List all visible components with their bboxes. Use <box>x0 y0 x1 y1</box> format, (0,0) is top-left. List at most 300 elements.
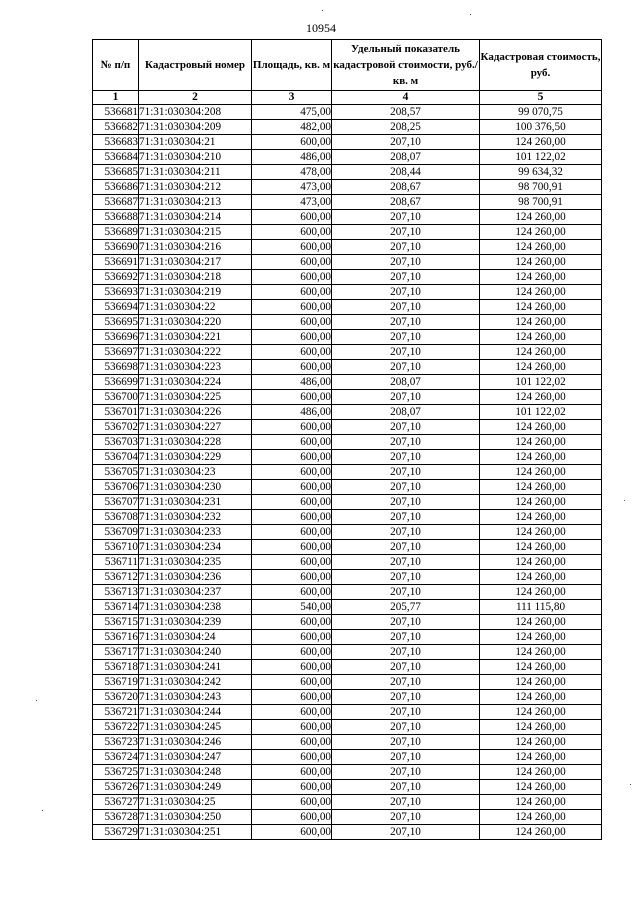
cadastral-number-cell: 71:31:030304:234 <box>139 540 252 555</box>
cadastral-value-table <box>92 39 602 840</box>
row-number-cell: 536706 <box>93 480 139 495</box>
row-number-cell: 536714 <box>93 600 139 615</box>
cadastral-cost-cell: 124 260,00 <box>480 660 602 675</box>
table-header-row <box>93 40 602 91</box>
cadastral-cost-cell: 99 070,75 <box>480 105 602 120</box>
cadastral-cost-cell: 98 700,91 <box>480 195 602 210</box>
unit-value-cell: 207,10 <box>332 495 480 510</box>
area-cell: 600,00 <box>252 465 332 480</box>
row-number-cell: 536693 <box>93 285 139 300</box>
table-row <box>93 735 602 750</box>
area-cell: 486,00 <box>252 405 332 420</box>
cadastral-cost-cell: 124 260,00 <box>480 810 602 825</box>
table-row <box>93 660 602 675</box>
unit-value-cell: 207,10 <box>332 285 480 300</box>
table-row <box>93 165 602 180</box>
area-cell: 600,00 <box>252 615 332 630</box>
table-row <box>93 210 602 225</box>
row-number-cell: 536687 <box>93 195 139 210</box>
column-number-row <box>93 91 602 105</box>
area-cell: 486,00 <box>252 375 332 390</box>
table-row <box>93 450 602 465</box>
area-cell: 600,00 <box>252 525 332 540</box>
row-number-cell: 536684 <box>93 150 139 165</box>
table-row <box>93 105 602 120</box>
table-row <box>93 315 602 330</box>
row-number-cell: 536691 <box>93 255 139 270</box>
area-cell: 600,00 <box>252 540 332 555</box>
cadastral-number-cell: 71:31:030304:245 <box>139 720 252 735</box>
table-row <box>93 645 602 660</box>
scan-speck <box>470 14 471 15</box>
row-number-cell: 536703 <box>93 435 139 450</box>
area-cell: 600,00 <box>252 300 332 315</box>
table-row <box>93 600 602 615</box>
cadastral-number-cell: 71:31:030304:210 <box>139 150 252 165</box>
row-number-cell: 536729 <box>93 825 139 840</box>
cadastral-number-cell: 71:31:030304:216 <box>139 240 252 255</box>
unit-value-cell: 207,10 <box>332 555 480 570</box>
unit-value-cell: 207,10 <box>332 330 480 345</box>
cadastral-cost-cell: 101 122,02 <box>480 405 602 420</box>
cadastral-cost-cell: 99 634,32 <box>480 165 602 180</box>
cadastral-number-cell: 71:31:030304:248 <box>139 765 252 780</box>
row-number-cell: 536699 <box>93 375 139 390</box>
cadastral-number-cell: 71:31:030304:242 <box>139 675 252 690</box>
table-row <box>93 525 602 540</box>
table-row <box>93 585 602 600</box>
area-cell: 600,00 <box>252 765 332 780</box>
unit-value-cell: 208,67 <box>332 180 480 195</box>
unit-value-cell: 207,10 <box>332 480 480 495</box>
cadastral-number-cell: 71:31:030304:247 <box>139 750 252 765</box>
table-row <box>93 225 602 240</box>
cadastral-number-cell: 71:31:030304:215 <box>139 225 252 240</box>
cadastral-number-cell: 71:31:030304:223 <box>139 360 252 375</box>
table-row <box>93 180 602 195</box>
cadastral-cost-cell: 124 260,00 <box>480 270 602 285</box>
unit-value-cell: 207,10 <box>332 570 480 585</box>
cadastral-number-cell: 71:31:030304:214 <box>139 210 252 225</box>
row-number-cell: 536712 <box>93 570 139 585</box>
table-row <box>93 825 602 840</box>
cadastral-cost-cell: 124 260,00 <box>480 705 602 720</box>
cadastral-number-cell: 71:31:030304:237 <box>139 585 252 600</box>
unit-value-cell: 207,10 <box>332 225 480 240</box>
header-unit-value: Удельный показатель кадастровой стоимости, руб./кв. м <box>332 40 480 91</box>
cadastral-cost-cell: 124 260,00 <box>480 510 602 525</box>
cadastral-number-cell: 71:31:030304:225 <box>139 390 252 405</box>
area-cell: 600,00 <box>252 705 332 720</box>
row-number-cell: 536700 <box>93 390 139 405</box>
table-row <box>93 615 602 630</box>
area-cell: 600,00 <box>252 660 332 675</box>
row-number-cell: 536688 <box>93 210 139 225</box>
column-number: 2 <box>139 91 252 105</box>
area-cell: 600,00 <box>252 630 332 645</box>
row-number-cell: 536695 <box>93 315 139 330</box>
area-cell: 600,00 <box>252 240 332 255</box>
row-number-cell: 536724 <box>93 750 139 765</box>
header-cadastral-cost: Кадастровая стоимость, руб. <box>480 40 602 91</box>
row-number-cell: 536685 <box>93 165 139 180</box>
cadastral-cost-cell: 101 122,02 <box>480 375 602 390</box>
unit-value-cell: 208,07 <box>332 150 480 165</box>
cadastral-number-cell: 71:31:030304:227 <box>139 420 252 435</box>
cadastral-number-cell: 71:31:030304:244 <box>139 705 252 720</box>
table-row <box>93 405 602 420</box>
cadastral-cost-cell: 124 260,00 <box>480 240 602 255</box>
cadastral-cost-cell: 124 260,00 <box>480 825 602 840</box>
unit-value-cell: 207,10 <box>332 690 480 705</box>
table-row <box>93 375 602 390</box>
unit-value-cell: 207,10 <box>332 360 480 375</box>
cadastral-cost-cell: 101 122,02 <box>480 150 602 165</box>
cadastral-number-cell: 71:31:030304:241 <box>139 660 252 675</box>
page-number: 10954 <box>306 21 336 35</box>
row-number-cell: 536722 <box>93 720 139 735</box>
cadastral-cost-cell: 124 260,00 <box>480 495 602 510</box>
row-number-cell: 536686 <box>93 180 139 195</box>
row-number-cell: 536720 <box>93 690 139 705</box>
table-row <box>93 300 602 315</box>
row-number-cell: 536721 <box>93 705 139 720</box>
table-row <box>93 360 602 375</box>
table-row <box>93 465 602 480</box>
cadastral-cost-cell: 124 260,00 <box>480 795 602 810</box>
cadastral-number-cell: 71:31:030304:208 <box>139 105 252 120</box>
row-number-cell: 536705 <box>93 465 139 480</box>
area-cell: 475,00 <box>252 105 332 120</box>
unit-value-cell: 207,10 <box>332 735 480 750</box>
cadastral-number-cell: 71:31:030304:22 <box>139 300 252 315</box>
cadastral-number-cell: 71:31:030304:220 <box>139 315 252 330</box>
cadastral-cost-cell: 124 260,00 <box>480 210 602 225</box>
unit-value-cell: 207,10 <box>332 525 480 540</box>
cadastral-cost-cell: 124 260,00 <box>480 720 602 735</box>
cadastral-cost-cell: 124 260,00 <box>480 255 602 270</box>
row-number-cell: 536689 <box>93 225 139 240</box>
area-cell: 600,00 <box>252 735 332 750</box>
cadastral-number-cell: 71:31:030304:238 <box>139 600 252 615</box>
cadastral-cost-cell: 124 260,00 <box>480 570 602 585</box>
cadastral-number-cell: 71:31:030304:212 <box>139 180 252 195</box>
unit-value-cell: 207,10 <box>332 675 480 690</box>
unit-value-cell: 207,10 <box>332 660 480 675</box>
unit-value-cell: 207,10 <box>332 435 480 450</box>
row-number-cell: 536723 <box>93 735 139 750</box>
cadastral-cost-cell: 124 260,00 <box>480 780 602 795</box>
table-row <box>93 255 602 270</box>
row-number-cell: 536681 <box>93 105 139 120</box>
table-row <box>93 345 602 360</box>
cadastral-number-cell: 71:31:030304:240 <box>139 645 252 660</box>
table-row <box>93 795 602 810</box>
area-cell: 600,00 <box>252 690 332 705</box>
scan-speck <box>322 10 323 11</box>
cadastral-cost-cell: 124 260,00 <box>480 135 602 150</box>
unit-value-cell: 207,10 <box>332 465 480 480</box>
row-number-cell: 536717 <box>93 645 139 660</box>
row-number-cell: 536707 <box>93 495 139 510</box>
unit-value-cell: 207,10 <box>332 255 480 270</box>
row-number-cell: 536725 <box>93 765 139 780</box>
area-cell: 600,00 <box>252 780 332 795</box>
area-cell: 600,00 <box>252 450 332 465</box>
table-row <box>93 780 602 795</box>
area-cell: 600,00 <box>252 255 332 270</box>
area-cell: 600,00 <box>252 570 332 585</box>
unit-value-cell: 207,10 <box>332 615 480 630</box>
cadastral-number-cell: 71:31:030304:233 <box>139 525 252 540</box>
cadastral-number-cell: 71:31:030304:21 <box>139 135 252 150</box>
cadastral-cost-cell: 124 260,00 <box>480 315 602 330</box>
table-row <box>93 540 602 555</box>
unit-value-cell: 207,10 <box>332 390 480 405</box>
area-cell: 478,00 <box>252 165 332 180</box>
unit-value-cell: 207,10 <box>332 210 480 225</box>
unit-value-cell: 205,77 <box>332 600 480 615</box>
unit-value-cell: 208,67 <box>332 195 480 210</box>
table-row <box>93 690 602 705</box>
area-cell: 600,00 <box>252 435 332 450</box>
table-row <box>93 495 602 510</box>
area-cell: 600,00 <box>252 345 332 360</box>
column-number: 1 <box>93 91 139 105</box>
cadastral-cost-cell: 124 260,00 <box>480 465 602 480</box>
unit-value-cell: 207,10 <box>332 135 480 150</box>
row-number-cell: 536683 <box>93 135 139 150</box>
cadastral-number-cell: 71:31:030304:209 <box>139 120 252 135</box>
cadastral-number-cell: 71:31:030304:25 <box>139 795 252 810</box>
cadastral-cost-cell: 124 260,00 <box>480 540 602 555</box>
cadastral-number-cell: 71:31:030304:219 <box>139 285 252 300</box>
area-cell: 600,00 <box>252 360 332 375</box>
cadastral-cost-cell: 124 260,00 <box>480 525 602 540</box>
area-cell: 600,00 <box>252 270 332 285</box>
table-row <box>93 510 602 525</box>
row-number-cell: 536697 <box>93 345 139 360</box>
area-cell: 600,00 <box>252 135 332 150</box>
row-number-cell: 536704 <box>93 450 139 465</box>
scan-speck <box>36 700 37 701</box>
table-row <box>93 420 602 435</box>
row-number-cell: 536728 <box>93 810 139 825</box>
scan-speck <box>630 784 631 785</box>
unit-value-cell: 207,10 <box>332 765 480 780</box>
row-number-cell: 536718 <box>93 660 139 675</box>
row-number-cell: 536709 <box>93 525 139 540</box>
cadastral-cost-cell: 124 260,00 <box>480 645 602 660</box>
cadastral-cost-cell: 124 260,00 <box>480 750 602 765</box>
header-row-number: № п/п <box>93 40 139 91</box>
unit-value-cell: 207,10 <box>332 810 480 825</box>
table-row <box>93 810 602 825</box>
unit-value-cell: 207,10 <box>332 450 480 465</box>
cadastral-number-cell: 71:31:030304:243 <box>139 690 252 705</box>
row-number-cell: 536694 <box>93 300 139 315</box>
table-row <box>93 270 602 285</box>
area-cell: 600,00 <box>252 510 332 525</box>
cadastral-cost-cell: 124 260,00 <box>480 420 602 435</box>
unit-value-cell: 207,10 <box>332 750 480 765</box>
cadastral-number-cell: 71:31:030304:228 <box>139 435 252 450</box>
area-cell: 600,00 <box>252 495 332 510</box>
cadastral-number-cell: 71:31:030304:217 <box>139 255 252 270</box>
cadastral-number-cell: 71:31:030304:221 <box>139 330 252 345</box>
area-cell: 600,00 <box>252 825 332 840</box>
area-cell: 600,00 <box>252 480 332 495</box>
table-row <box>93 330 602 345</box>
column-number: 5 <box>480 91 602 105</box>
table-row <box>93 555 602 570</box>
unit-value-cell: 207,10 <box>332 705 480 720</box>
area-cell: 473,00 <box>252 180 332 195</box>
cadastral-cost-cell: 124 260,00 <box>480 345 602 360</box>
area-cell: 600,00 <box>252 750 332 765</box>
area-cell: 540,00 <box>252 600 332 615</box>
cadastral-number-cell: 71:31:030304:229 <box>139 450 252 465</box>
scan-speck <box>42 810 43 811</box>
row-number-cell: 536682 <box>93 120 139 135</box>
cadastral-cost-cell: 124 260,00 <box>480 435 602 450</box>
cadastral-number-cell: 71:31:030304:230 <box>139 480 252 495</box>
unit-value-cell: 207,10 <box>332 795 480 810</box>
column-number: 4 <box>332 91 480 105</box>
unit-value-cell: 208,07 <box>332 375 480 390</box>
cadastral-cost-cell: 124 260,00 <box>480 300 602 315</box>
cadastral-cost-cell: 124 260,00 <box>480 360 602 375</box>
table-row <box>93 285 602 300</box>
unit-value-cell: 207,10 <box>332 630 480 645</box>
cadastral-number-cell: 71:31:030304:211 <box>139 165 252 180</box>
unit-value-cell: 207,10 <box>332 645 480 660</box>
cadastral-cost-cell: 124 260,00 <box>480 630 602 645</box>
table-row <box>93 390 602 405</box>
area-cell: 600,00 <box>252 645 332 660</box>
unit-value-cell: 207,10 <box>332 300 480 315</box>
cadastral-number-cell: 71:31:030304:226 <box>139 405 252 420</box>
table-row <box>93 150 602 165</box>
area-cell: 473,00 <box>252 195 332 210</box>
area-cell: 600,00 <box>252 210 332 225</box>
unit-value-cell: 207,10 <box>332 720 480 735</box>
unit-value-cell: 207,10 <box>332 315 480 330</box>
table-row <box>93 750 602 765</box>
area-cell: 600,00 <box>252 720 332 735</box>
cadastral-cost-cell: 124 260,00 <box>480 765 602 780</box>
cadastral-cost-cell: 124 260,00 <box>480 675 602 690</box>
cadastral-number-cell: 71:31:030304:246 <box>139 735 252 750</box>
cadastral-cost-cell: 124 260,00 <box>480 225 602 240</box>
table-body <box>93 105 602 840</box>
unit-value-cell: 208,07 <box>332 405 480 420</box>
row-number-cell: 536713 <box>93 585 139 600</box>
cadastral-number-cell: 71:31:030304:24 <box>139 630 252 645</box>
cadastral-cost-cell: 124 260,00 <box>480 615 602 630</box>
cadastral-cost-cell: 98 700,91 <box>480 180 602 195</box>
cadastral-number-cell: 71:31:030304:222 <box>139 345 252 360</box>
row-number-cell: 536727 <box>93 795 139 810</box>
unit-value-cell: 207,10 <box>332 510 480 525</box>
area-cell: 600,00 <box>252 390 332 405</box>
unit-value-cell: 207,10 <box>332 345 480 360</box>
table-row <box>93 765 602 780</box>
cadastral-cost-cell: 124 260,00 <box>480 735 602 750</box>
table-row <box>93 630 602 645</box>
header-cadastral-number: Кадастровый номер <box>139 40 252 91</box>
unit-value-cell: 207,10 <box>332 780 480 795</box>
area-cell: 600,00 <box>252 555 332 570</box>
cadastral-number-cell: 71:31:030304:239 <box>139 615 252 630</box>
cadastral-number-cell: 71:31:030304:224 <box>139 375 252 390</box>
unit-value-cell: 207,10 <box>332 240 480 255</box>
row-number-cell: 536702 <box>93 420 139 435</box>
area-cell: 600,00 <box>252 675 332 690</box>
cadastral-number-cell: 71:31:030304:235 <box>139 555 252 570</box>
cadastral-cost-cell: 124 260,00 <box>480 585 602 600</box>
table-row <box>93 570 602 585</box>
row-number-cell: 536701 <box>93 405 139 420</box>
column-number: 3 <box>252 91 332 105</box>
cadastral-number-cell: 71:31:030304:249 <box>139 780 252 795</box>
cadastral-number-cell: 71:31:030304:251 <box>139 825 252 840</box>
area-cell: 600,00 <box>252 225 332 240</box>
cadastral-cost-cell: 124 260,00 <box>480 390 602 405</box>
cadastral-number-cell: 71:31:030304:231 <box>139 495 252 510</box>
row-number-cell: 536698 <box>93 360 139 375</box>
area-cell: 600,00 <box>252 285 332 300</box>
cadastral-cost-cell: 124 260,00 <box>480 330 602 345</box>
unit-value-cell: 208,44 <box>332 165 480 180</box>
row-number-cell: 536710 <box>93 540 139 555</box>
unit-value-cell: 207,10 <box>332 270 480 285</box>
unit-value-cell: 207,10 <box>332 585 480 600</box>
cadastral-cost-cell: 124 260,00 <box>480 450 602 465</box>
cadastral-number-cell: 71:31:030304:218 <box>139 270 252 285</box>
unit-value-cell: 207,10 <box>332 825 480 840</box>
row-number-cell: 536696 <box>93 330 139 345</box>
area-cell: 600,00 <box>252 420 332 435</box>
area-cell: 600,00 <box>252 810 332 825</box>
row-number-cell: 536719 <box>93 675 139 690</box>
table-row <box>93 675 602 690</box>
cadastral-cost-cell: 111 115,80 <box>480 600 602 615</box>
cadastral-number-cell: 71:31:030304:236 <box>139 570 252 585</box>
unit-value-cell: 208,25 <box>332 120 480 135</box>
table-row <box>93 720 602 735</box>
table-row <box>93 480 602 495</box>
area-cell: 600,00 <box>252 315 332 330</box>
table-row <box>93 435 602 450</box>
header-area: Площадь, кв. м <box>252 40 332 91</box>
cadastral-cost-cell: 124 260,00 <box>480 555 602 570</box>
area-cell: 600,00 <box>252 795 332 810</box>
cadastral-number-cell: 71:31:030304:250 <box>139 810 252 825</box>
cadastral-cost-cell: 124 260,00 <box>480 480 602 495</box>
cadastral-cost-cell: 100 376,50 <box>480 120 602 135</box>
row-number-cell: 536708 <box>93 510 139 525</box>
area-cell: 482,00 <box>252 120 332 135</box>
cadastral-cost-cell: 124 260,00 <box>480 690 602 705</box>
row-number-cell: 536690 <box>93 240 139 255</box>
row-number-cell: 536716 <box>93 630 139 645</box>
cadastral-number-cell: 71:31:030304:23 <box>139 465 252 480</box>
scan-speck <box>624 500 625 501</box>
table-row <box>93 240 602 255</box>
unit-value-cell: 207,10 <box>332 420 480 435</box>
unit-value-cell: 208,57 <box>332 105 480 120</box>
